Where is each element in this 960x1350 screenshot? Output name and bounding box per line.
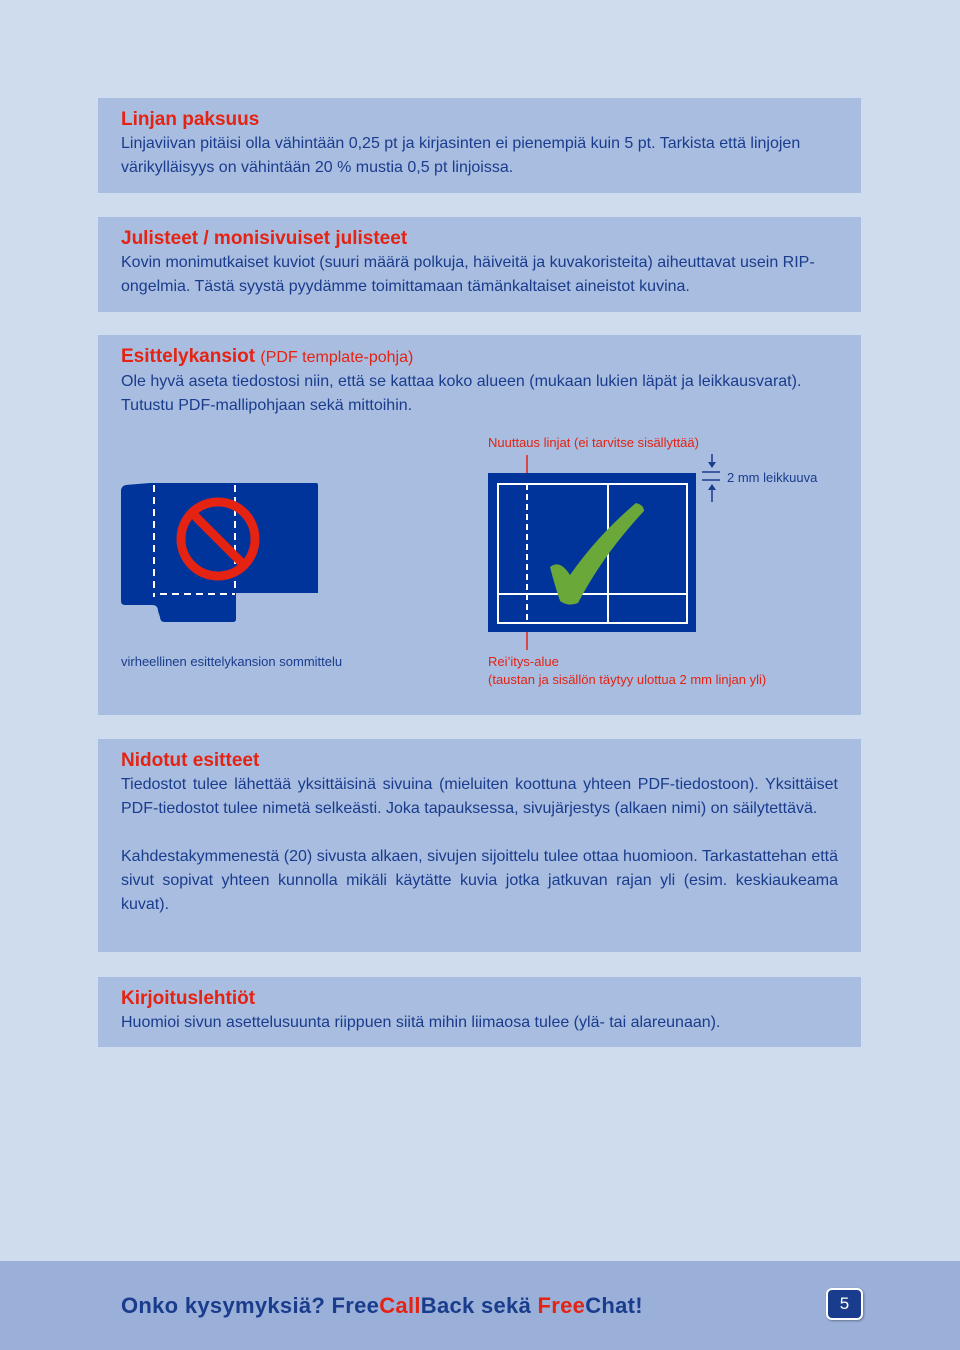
slogan-free: Free (537, 1293, 586, 1318)
section-text: Linjaviivan pitäisi olla vähintään 0,25 pt ja kirjasinten ei pienempiä kuin 5 pt. Tarkista että linjojen värikylläisyys on vähintään 20 % mustia 0,5 pt linjoissa. (121, 135, 801, 176)
section-line-thickness (98, 98, 861, 193)
section-title: Nidotut esitteet (121, 750, 260, 771)
section-posters (98, 217, 861, 312)
bleed-label: 2 mm leikkuuva (727, 470, 818, 485)
slogan-part: Back sekä (420, 1293, 538, 1318)
section-text: Huomioi sivun asettelusuunta riippuen siitä mihin liimaosa tulee (ylä- tai alareunaan). (121, 1014, 721, 1031)
punch-area-label: Rei’itys-alue (488, 654, 559, 669)
section-title: Linjan paksuus (121, 109, 260, 130)
section-notepads (98, 977, 861, 1047)
section-title: Kirjoituslehtiöt (121, 988, 256, 1009)
section-folders (98, 335, 861, 715)
slogan-chat: Chat! (585, 1293, 643, 1318)
section-text: Kahdestakymmenestä (20) sivusta alkaen, sivujen sijoittelu tulee ottaa huomioon. Tarkastattehan että sivut sopivat yhteen kunnolla mikäli käytätte kuvia jotka jatkuvan rajan yli (esim. keskiaukeama kuvat). (121, 848, 838, 913)
section-text: Tiedostot tulee lähettää yksittäisinä sivuina (mieluiten koottuna yhteen PDF-tiedostoon). Yksittäiset PDF-tiedostot tulee nimetä selkeästi. Joka tapauksessa, sivujärjestys (alkaen nimi) on säilytettävä. (121, 776, 838, 817)
section-bound-brochures (98, 739, 861, 952)
footer (0, 1261, 960, 1350)
slogan-call: Call (379, 1293, 421, 1318)
slogan-part: Onko kysymyksiä? Free (121, 1293, 380, 1318)
footer-slogan (121, 1293, 643, 1319)
wrong-folder-illustration (121, 483, 318, 622)
section-subtitle: (PDF template-pohja) (260, 349, 414, 366)
section-text: Kovin monimutkaiset kuviot (suuri määrä polkuja, häiveitä ja kuvakoristeita) aiheuttavat usein RIP-ongelmia. Tästä syystä pyydämme toimittamaan tämänkaltaiset aineistot kuvina. (121, 254, 815, 295)
section-title-main: Esittelykansiot (121, 346, 256, 367)
crease-lines-label: Nuuttaus linjat (ei tarvitse sisällyttää) (488, 435, 699, 450)
section-title: Julisteet / monisivuiset julisteet (121, 228, 408, 249)
section-text: Ole hyvä aseta tiedostosi niin, että se kattaa koko alueen (mukaan lukien läpät ja leikkausvarat). Tutustu PDF-mallipohjaan sekä mittoihin. (121, 373, 802, 414)
page-number: 5 (826, 1288, 863, 1320)
punch-area-note: (taustan ja sisällön täytyy ulottua 2 mm linjan yli) (488, 672, 767, 687)
right-folder-illustration (488, 454, 720, 650)
wrong-folder-caption: virheellinen esittelykansion sommittelu (121, 654, 343, 669)
